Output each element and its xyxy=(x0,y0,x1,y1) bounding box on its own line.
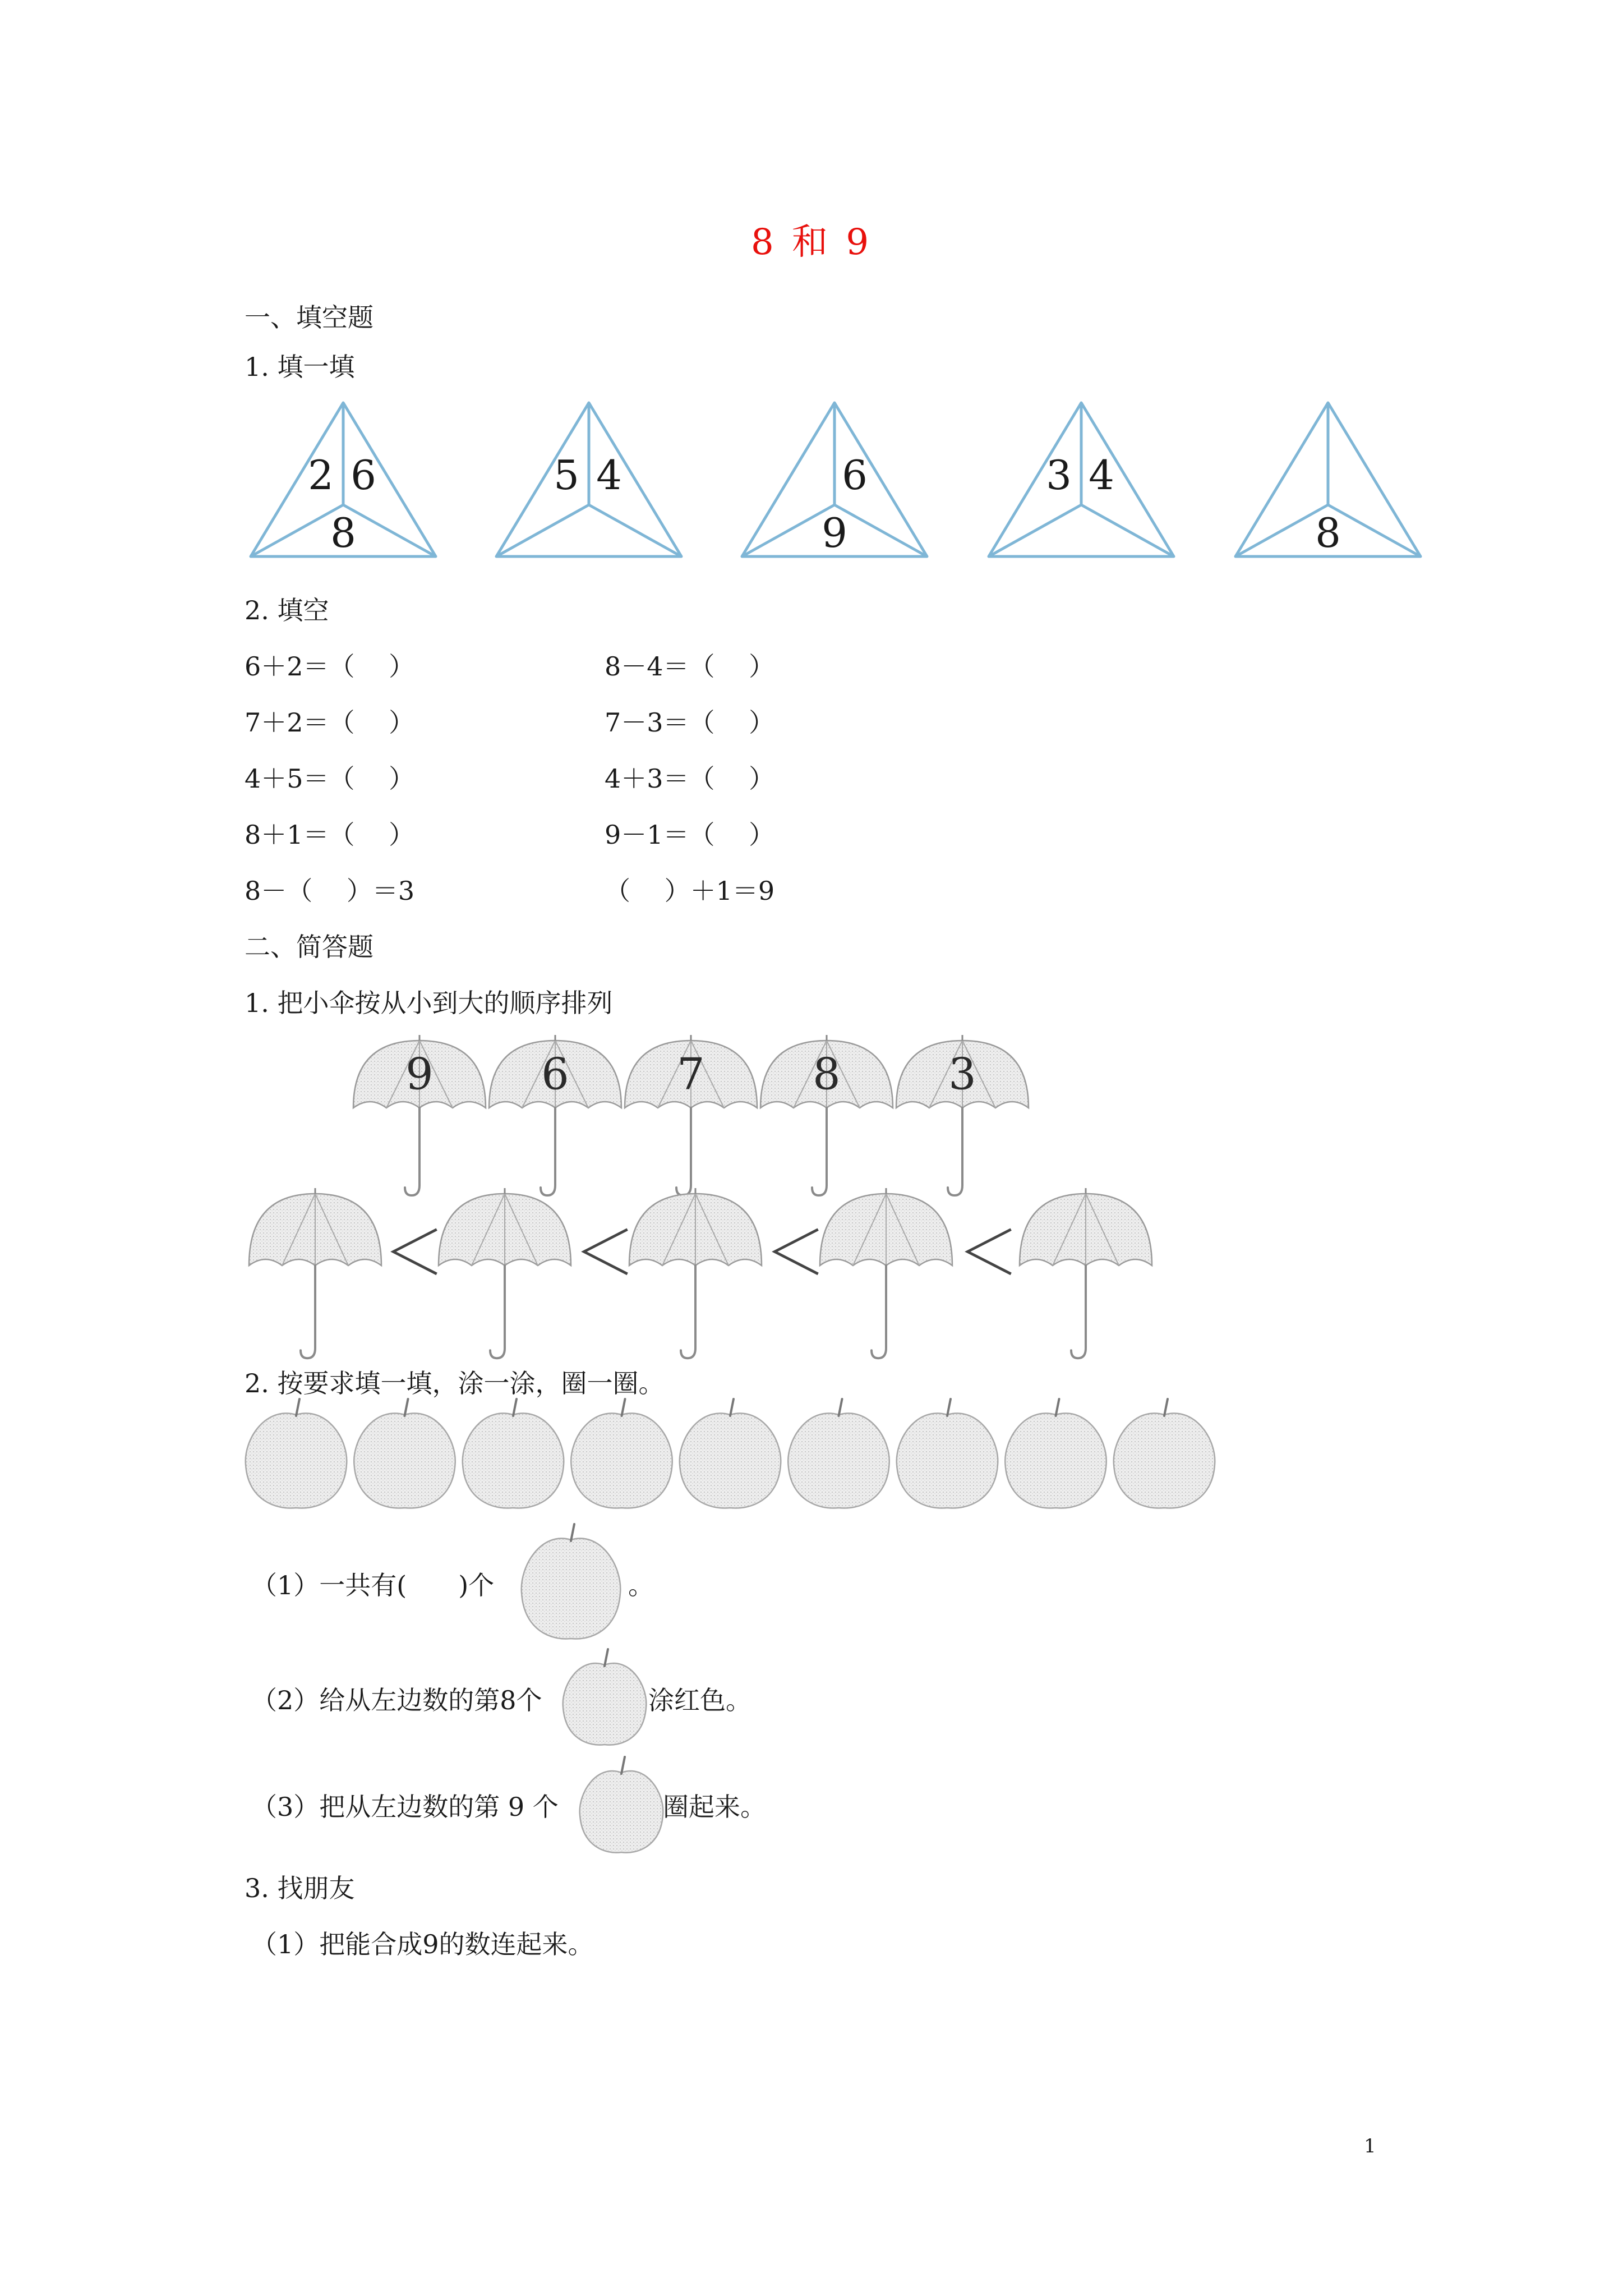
umbrella-3-number: 7 xyxy=(677,1049,705,1100)
equation-3-left: 4＋5＝（ ） xyxy=(245,763,415,794)
triangle-3-right-number: 6 xyxy=(842,452,868,499)
less-than-sign-2: ＜ xyxy=(574,1217,635,1289)
apple-sub2-prefix: （2）给从左边数的第8个 xyxy=(251,1685,542,1715)
triangle-2-right-number: 4 xyxy=(596,452,622,499)
equation-5-right: （ ）＋1＝9 xyxy=(605,876,775,906)
triangle-1-bottom-number: 8 xyxy=(330,509,356,556)
apple-icon-sub2 xyxy=(563,1649,647,1745)
apple-sub1-prefix: （1）一共有( )个 xyxy=(251,1570,495,1600)
equation-5-left: 8－（ ）＝3 xyxy=(245,876,415,906)
triangle-4-right-number: 4 xyxy=(1089,452,1114,499)
apple-sub1-suffix: 。 xyxy=(628,1570,654,1600)
apple-3 xyxy=(463,1399,564,1508)
umbrella-5-number: 3 xyxy=(948,1049,976,1100)
equation-3-right: 4＋3＝（ ） xyxy=(605,763,775,794)
section-heading-short-answer: 二、简答题 xyxy=(245,932,374,962)
page-title: 8 和 9 xyxy=(750,222,873,263)
apple-sub3-suffix: 圈起来。 xyxy=(663,1792,766,1822)
triangle-4-left-number: 3 xyxy=(1046,452,1072,499)
triangle-5-bottom-number: 8 xyxy=(1315,509,1341,556)
umbrella-2-number: 6 xyxy=(541,1049,569,1100)
triangle-1-left-number: 2 xyxy=(308,452,334,499)
equation-4-left: 8＋1＝（ ） xyxy=(245,820,415,850)
triangle-2-left-number: 5 xyxy=(554,452,579,499)
apple-7 xyxy=(897,1399,998,1508)
apple-sub2-suffix: 涂红色。 xyxy=(648,1685,751,1715)
apple-icon-sub3 xyxy=(580,1757,663,1853)
less-than-sign-3: ＜ xyxy=(764,1217,826,1289)
apple-6 xyxy=(788,1399,889,1508)
apple-1 xyxy=(246,1399,347,1508)
page-number: 1 xyxy=(1364,2135,1376,2157)
less-than-sign-1: ＜ xyxy=(383,1217,445,1289)
find-friends-label: 3. 找朋友 xyxy=(245,1873,355,1903)
apple-4 xyxy=(571,1399,672,1508)
umbrella-1-number: 9 xyxy=(405,1049,434,1100)
umbrella-question-label: 1. 把小伞按从小到大的顺序排列 xyxy=(245,988,613,1018)
apple-5 xyxy=(680,1399,781,1508)
triangle-3-bottom-number: 9 xyxy=(822,509,847,556)
find-friends-sub1: （1）把能合成9的数连起来。 xyxy=(251,1929,594,1959)
question-2-label: 2. 填空 xyxy=(245,595,329,625)
question-1-label: 1. 填一填 xyxy=(245,352,355,382)
equation-4-right: 9－1＝（ ） xyxy=(605,820,775,850)
equation-1-left: 6＋2＝（ ） xyxy=(245,651,415,682)
apple-sub3-prefix: （3）把从左边数的第 9 个 xyxy=(251,1792,559,1822)
equation-2-right: 7－3＝（ ） xyxy=(605,707,775,738)
equation-2-left: 7＋2＝（ ） xyxy=(245,707,415,738)
less-than-sign-4: ＜ xyxy=(957,1217,1019,1289)
apple-8 xyxy=(1005,1399,1106,1508)
section-heading-fill: 一、填空题 xyxy=(245,302,374,333)
apple-icon-sub1 xyxy=(522,1524,621,1639)
equation-1-right: 8－4＝（ ） xyxy=(605,651,775,682)
apple-question-label: 2. 按要求填一填，涂一涂，圈一圈。 xyxy=(245,1368,665,1398)
apple-2 xyxy=(354,1399,455,1508)
triangle-1-right-number: 6 xyxy=(351,452,376,499)
apple-9 xyxy=(1114,1399,1215,1508)
umbrella-4-number: 8 xyxy=(813,1049,841,1100)
